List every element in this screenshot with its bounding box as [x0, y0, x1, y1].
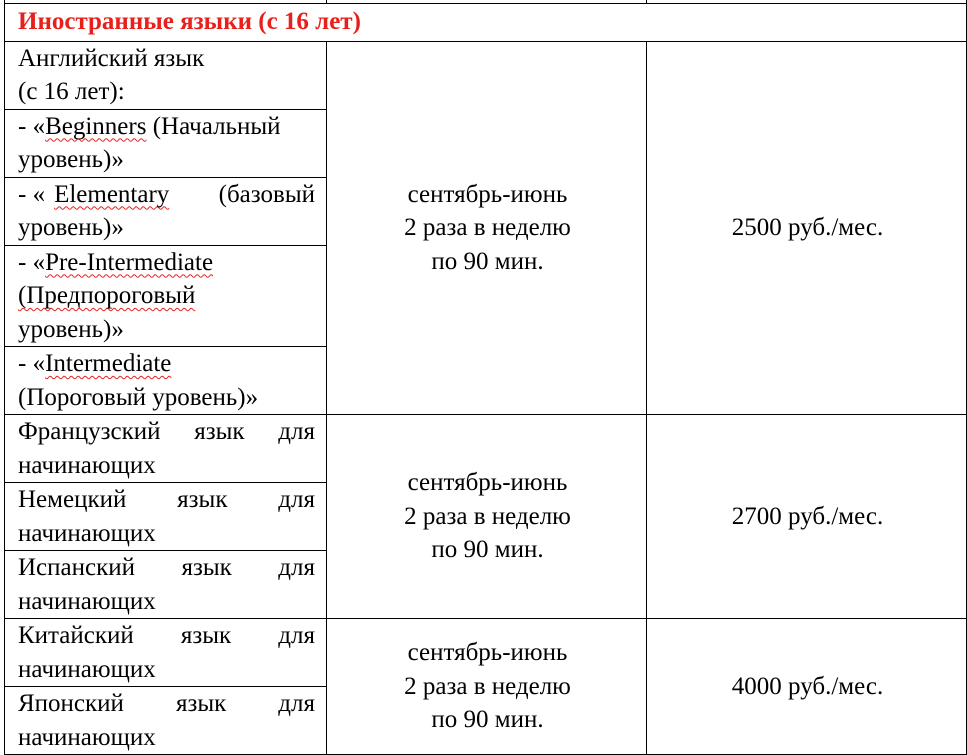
schedule-cell: [327, 41, 647, 415]
level-cell-pre-intermediate: - «Pre-Intermediate (Предпороговый уровень)»: [5, 245, 327, 347]
schedule-cell: сентябрь-июнь 2 раза в неделю по 90 мин.: [327, 415, 647, 619]
level-cell-beginners: - «Beginners (Начальный уровень)»: [5, 109, 327, 177]
course-cell-chinese: Китайский язык для начинающих: [5, 619, 327, 687]
course-cell-english: [5, 41, 327, 109]
price-cell: 2700 руб./мес.: [647, 415, 967, 619]
schedule-cell: сентябрь-июнь 2 раза в неделю по 90 мин.: [327, 619, 647, 755]
level-name: Beginners: [45, 112, 147, 140]
table-row: [5, 41, 967, 109]
schedule-months: сентябрь-июнь: [407, 180, 568, 208]
section-title: Иностранные языки (с 16 лет): [5, 4, 967, 42]
section-header-row: [5, 4, 967, 42]
level-name: Intermediate: [45, 350, 172, 377]
course-cell-spanish: Испанский язык для начинающих: [5, 551, 327, 619]
level-description: уровень)»: [18, 214, 124, 241]
level-cell-elementary: - « Elementary (базовый уровень)»: [5, 177, 327, 245]
level-name: Pre-Intermediate: [45, 248, 214, 276]
schedule-duration: по 90 мин.: [431, 247, 544, 275]
course-name: Английский язык: [18, 44, 205, 72]
level-cell-intermediate: - «Intermediate (Пороговый уровень)»: [5, 347, 327, 415]
level-description: (Предпороговый: [18, 282, 196, 309]
level-description: (Пороговый уровень)»: [18, 383, 259, 411]
price-cell: 2500 руб./мес.: [647, 41, 967, 415]
table-row: [5, 415, 967, 483]
course-cell-french: Французский язык для начинающих: [5, 415, 327, 483]
level-name: Elementary: [54, 180, 170, 208]
course-cell-japanese: Японский язык для начинающих: [5, 687, 327, 755]
schedule-frequency: 2 раза в неделю: [404, 214, 571, 241]
foreign-languages-table: [4, 3, 967, 755]
table-row: [5, 619, 967, 687]
level-description: уровень)»: [18, 146, 124, 173]
course-cell-german: Немецкий язык для начинающих: [5, 483, 327, 551]
price-cell: 4000 руб./мес.: [647, 619, 967, 755]
course-age-note: (с 16 лет):: [18, 78, 125, 105]
